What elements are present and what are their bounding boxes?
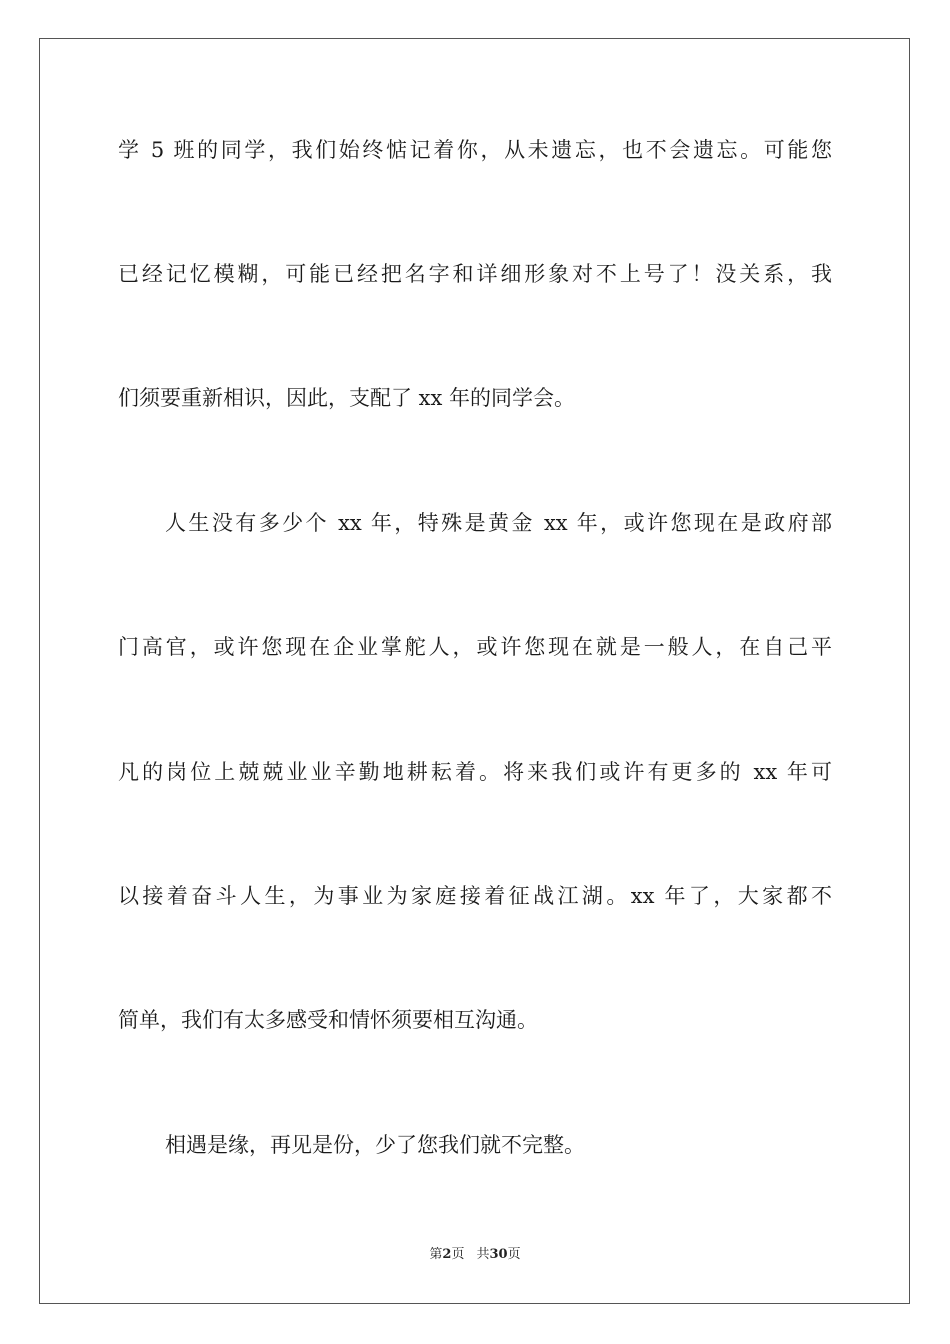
footer-total-prefix: 共 xyxy=(476,1247,490,1262)
body-line-6: 凡的岗位上兢兢业业辛勤地耕耘着。将来我们或许有更多的 xx 年可 xyxy=(118,760,832,784)
body-line-8: 简单，我们有太多感受和情怀须要相互沟通。 xyxy=(118,1008,538,1032)
body-line-3: 们须要重新相识，因此，支配了 xx 年的同学会。 xyxy=(118,386,576,410)
footer-total-pages: 30 xyxy=(489,1247,508,1262)
body-line-9: 相遇是缘，再见是份，少了您我们就不完整。 xyxy=(165,1133,585,1157)
page-footer xyxy=(0,1246,950,1264)
body-line-1: 学 5 班的同学，我们始终惦记着你，从未遗忘，也不会遗忘。可能您 xyxy=(118,138,832,162)
page-border xyxy=(39,38,910,1304)
footer-page-prefix: 第 xyxy=(429,1247,443,1262)
footer-page-suffix: 页 xyxy=(451,1247,465,1262)
body-line-7: 以接着奋斗人生，为事业为家庭接着征战江湖。xx 年了，大家都不 xyxy=(118,884,832,908)
body-line-5: 门高官，或许您现在企业掌舵人，或许您现在就是一般人，在自己平 xyxy=(118,635,832,659)
footer-page-number: 2 xyxy=(442,1247,452,1262)
body-line-2: 已经记忆模糊，可能已经把名字和详细形象对不上号了！没关系，我 xyxy=(118,262,832,286)
body-line-4: 人生没有多少个 xx 年，特殊是黄金 xx 年，或许您现在是政府部 xyxy=(165,511,832,535)
footer-total-suffix: 页 xyxy=(507,1247,521,1262)
